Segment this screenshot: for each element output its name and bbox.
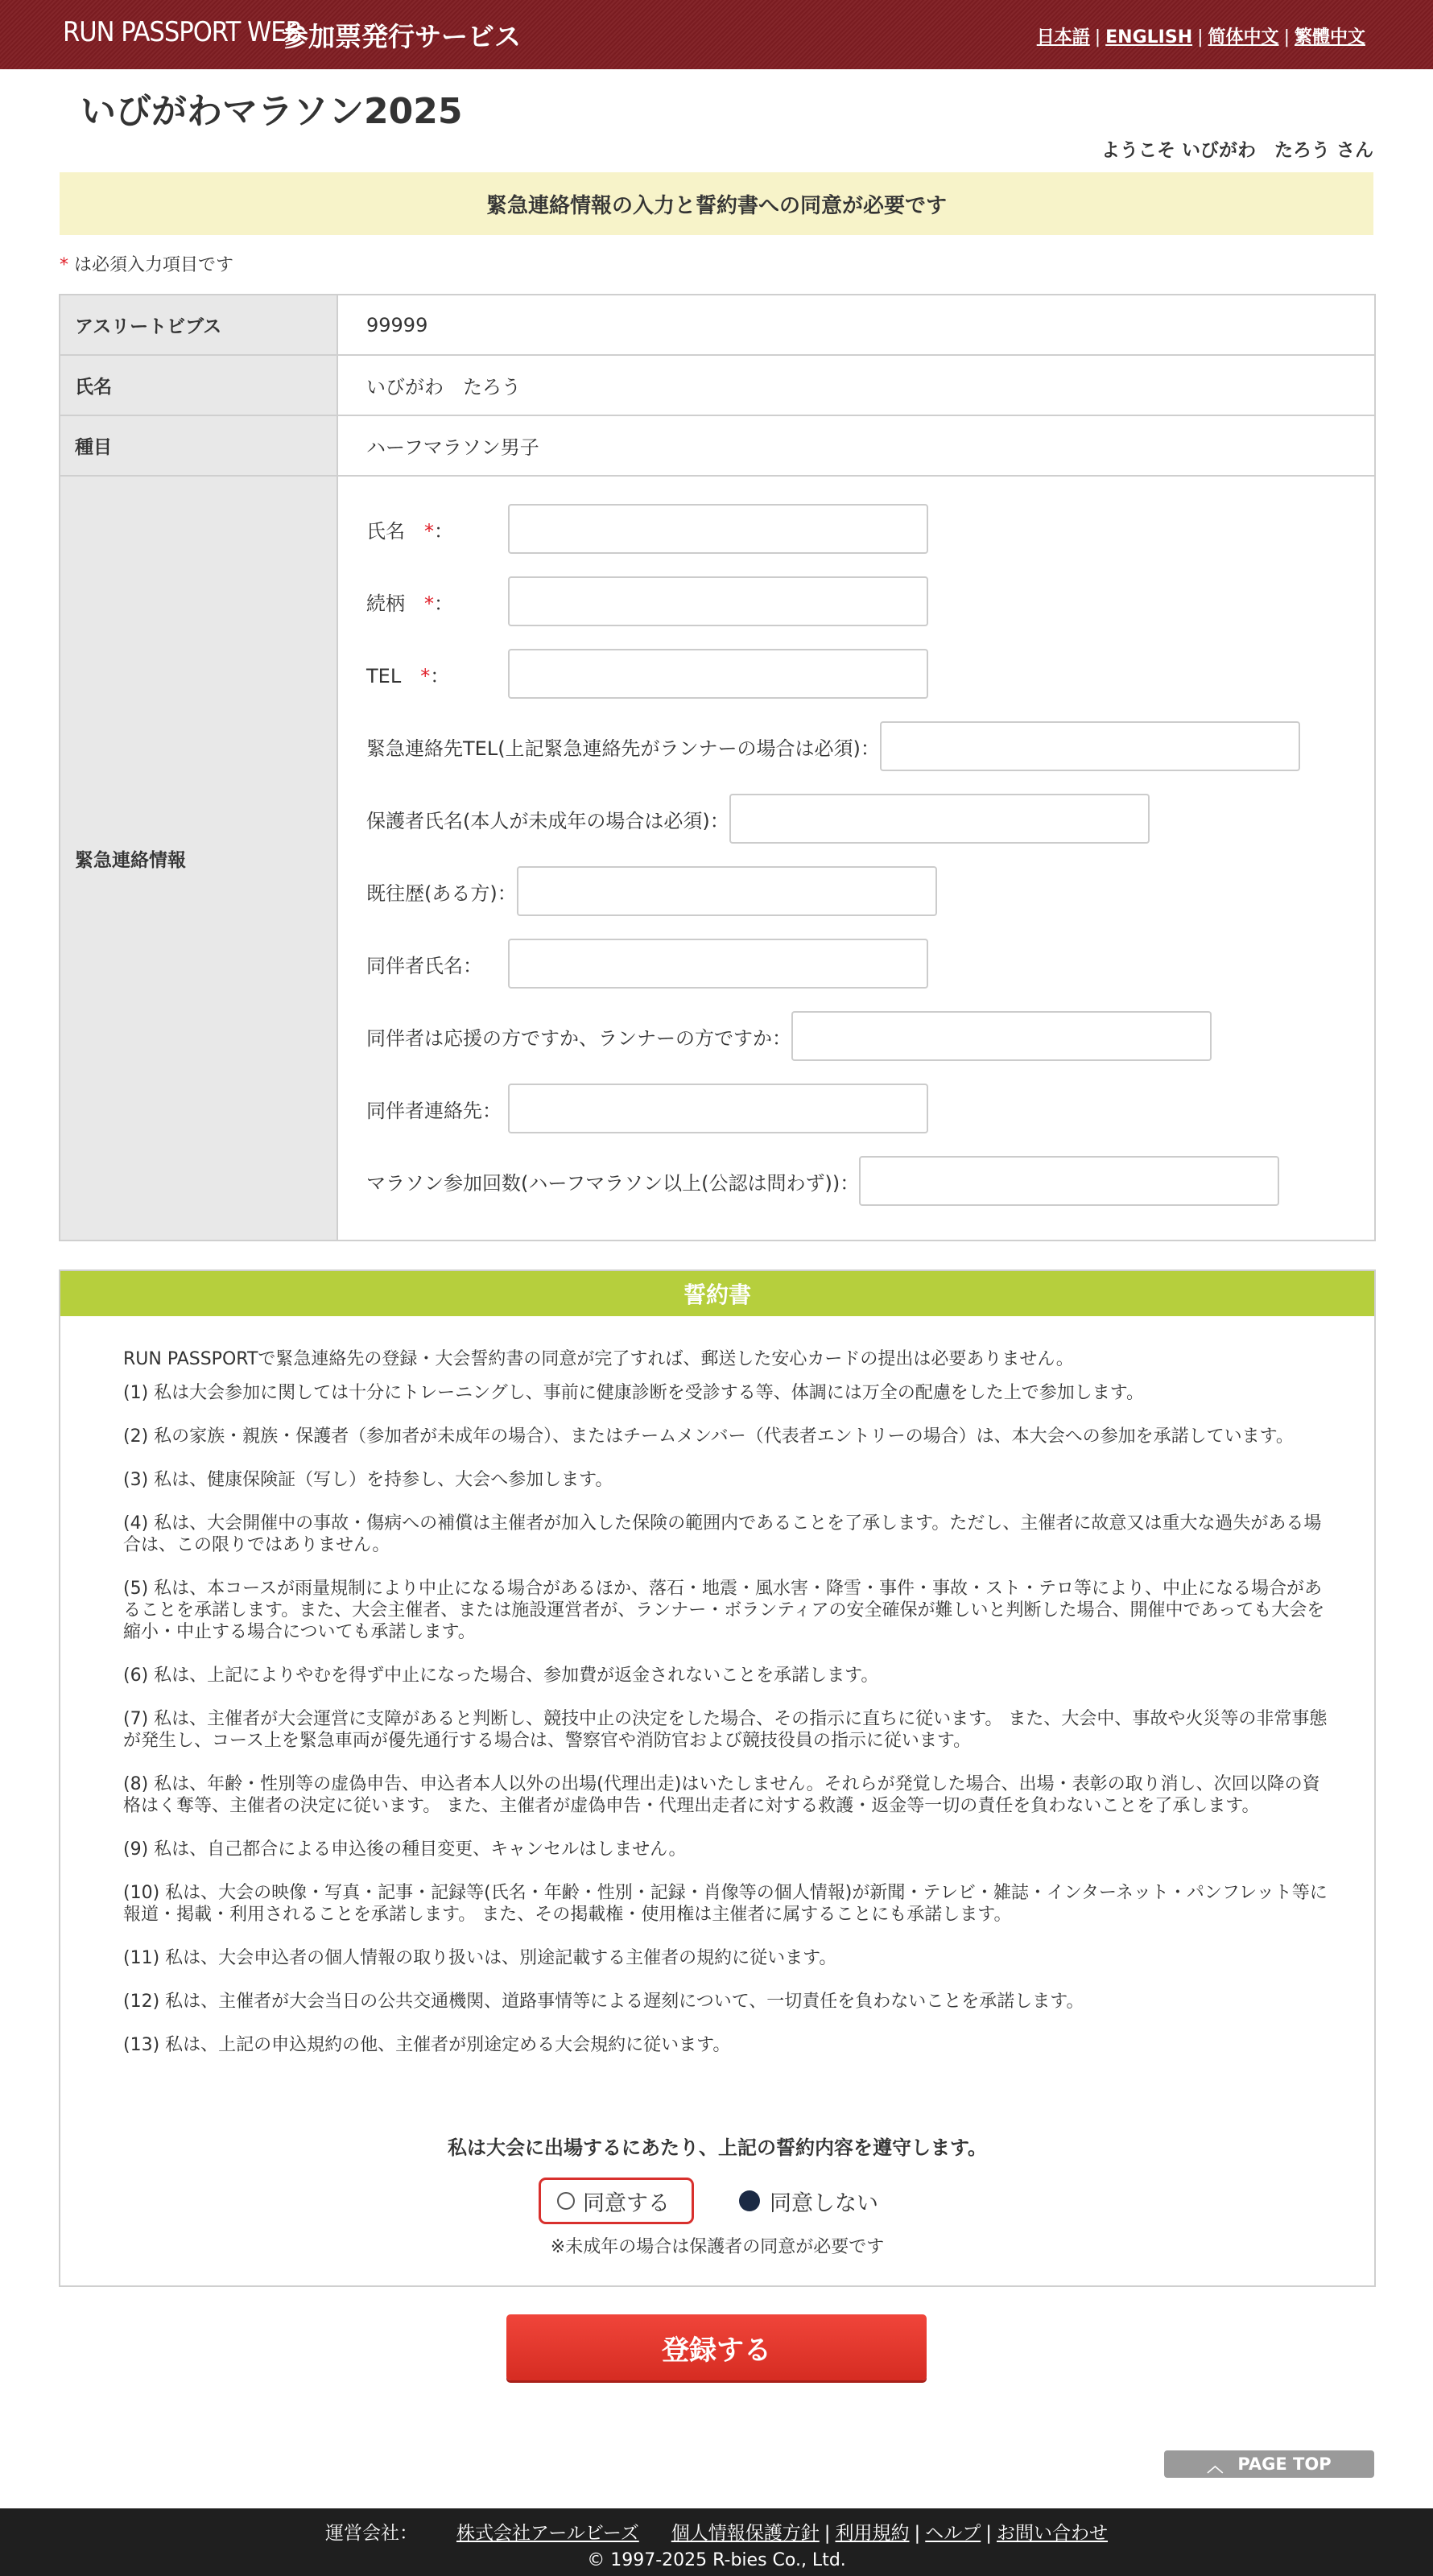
marathon-count-input[interactable] [859,1156,1279,1206]
lang-simplified-chinese-link[interactable]: 简体中文 [1208,27,1279,47]
minor-consent-note: ※未成年の場合は保護者の同意が必要です [550,2237,885,2257]
terms-link[interactable]: 利用規約 [835,2523,910,2544]
pledge-section [59,1269,1376,2287]
emergency-tel-input[interactable] [880,721,1300,771]
pledge-items [123,1382,1331,2078]
required-note-text: は必須入力項目です [68,255,233,275]
guardian-name-input[interactable] [729,794,1150,844]
pledge-item: (8) 私は、年齢・性別等の虚偽申告、申込者本人以外の出場(代理出走)はいたしません。それらが発覚した場合、出場・表彰の取り消し、次回以降の資格はく奪等、主催者の決定に従います。 また、主催者が虚偽申告・代理出走者に対する救護・返金等一切の責任を負わないことを了承します。 [123,1774,1320,1816]
footer-links: 運営会社： 株式会社アールビーズ 個人情報保護方針 | 利用規約 | ヘルプ | お問い合わせ [324,2523,1109,2544]
entry-info-table [59,294,1376,1241]
radio-checked-icon [739,2190,760,2211]
required-note [60,251,233,276]
pledge-question: 私は大会に出場するにあたり、上記の誓約内容を遵守します。 [447,2136,988,2159]
companion-contact-label: 同伴者連絡先 [366,1099,482,1122]
relationship-row: 続柄 *： [366,576,928,626]
table-row [60,416,1374,477]
pledge-item: (5) 私は、本コースが雨量規制により中止になる場合があるほか、落石・地震・風水害・降雪・事件・事故・スト・テロ等により、中止になる場合があることを承諾します。また、大会主催者、または施設運営者が、ランナー・ボランティアの安全確保が難しいと判断した場合、開催中であっても大会を縮小・中止する場合についても承諾します。 [123,1579,1325,1642]
category-label: 種目 [60,416,338,475]
relationship-input[interactable] [508,576,928,626]
marathon-count-label: マラソン参加回数(ハーフマラソン以上(公認は問わず)) [366,1171,840,1195]
required-mark: * [424,592,434,615]
pledge-intro: RUN PASSPORTで緊急連絡先の登録・大会誓約書の同意が完了すれば、郵送した安心カードの提出は必要ありません。 [123,1349,1074,1369]
agree-label: 同意する [583,2190,670,2216]
pledge-item: (4) 私は、大会開催中の事故・傷病への補償は主催者が加入した保険の範囲内であることを了承します。ただし、主催者に故意又は重大な過失がある場合は、この限りではありません。 [123,1513,1322,1555]
emergency-name-label: 氏名 [366,519,405,543]
contact-link[interactable]: お問い合わせ [997,2523,1109,2544]
disagree-radio[interactable] [739,2178,878,2224]
lang-english-link[interactable]: ENGLISH [1105,27,1193,47]
required-mark: * [420,664,431,687]
companion-contact-input[interactable] [508,1084,928,1133]
emergency-name-input[interactable] [508,504,928,554]
tel-input[interactable] [508,649,928,699]
required-mark: * [424,519,434,543]
emergency-contact-label: 緊急連絡情報 [60,477,338,1240]
lang-traditional-chinese-link[interactable]: 繁體中文 [1294,27,1365,47]
privacy-policy-link[interactable]: 個人情報保護方針 [671,2523,820,2544]
notice-banner: 緊急連絡情報の入力と誓約書への同意が必要です [60,172,1373,235]
companion-name-label: 同伴者氏名 [366,954,463,977]
pledge-item: (7) 私は、主催者が大会運営に支障があると判断し、競技中止の決定をした場合、その指示に直ちに従います。 また、大会中、事故や火災等の非常事態が発生し、コース上を緊急車両が優先通行する場合は、警察官や消防官および競技役員の指示に従います。 [123,1709,1328,1751]
help-link[interactable]: ヘルプ [925,2523,981,2544]
category-value: ハーフマラソン男子 [366,436,539,459]
event-title: いびがわマラソン2025 [81,91,463,132]
companion-name-input[interactable] [508,939,928,989]
pledge-item: (13) 私は、上記の申込規約の他、主催者が別途定める大会規約に従います。 [123,2035,731,2055]
pledge-item: (3) 私は、健康保険証（写し）を持参し、大会へ参加します。 [123,1470,613,1490]
companion-type-label: 同伴者は応援の方ですか、ランナーの方ですか [366,1026,772,1050]
required-mark: * [60,255,68,275]
welcome-message: ようこそ いびがわ たろう さん [1101,140,1373,161]
pledge-item: (11) 私は、大会申込者の個人情報の取り扱いは、別途記載する主催者の規約に従います。 [123,1948,837,1968]
medical-history-label: 既往歴(ある方) [366,881,498,905]
service-name: 参加票発行サービス [282,21,521,52]
emergency-name-row: 氏名 *： [366,504,928,554]
bib-value: 99999 [366,313,428,336]
register-button[interactable]: 登録する [506,2314,927,2380]
table-row [60,356,1374,416]
pledge-item: (9) 私は、自己都合による申込後の種目変更、キャンセルはしません。 [123,1839,687,1860]
pledge-item: (10) 私は、大会の映像・写真・記事・記録等(氏名・年齢・性別・記録・肖像等の個人情報)が新聞・テレビ・雑誌・インターネット・パンフレット等に報道・掲載・利用されることを承諾します。 また、その掲載権・使用権は主催者に属することにも承諾します。 [123,1883,1328,1925]
medical-history-input[interactable] [517,866,937,916]
operator-label: 運営会社： [324,2523,418,2544]
page-top-button[interactable] [1164,2450,1374,2478]
guardian-name-row: 保護者氏名(本人が未成年の場合は必須)： [366,794,1150,844]
name-label: 氏名 [60,356,338,415]
emergency-tel-label: 緊急連絡先TEL(上記緊急連絡先がランナーの場合は必須) [366,737,861,760]
guardian-name-label: 保護者氏名(本人が未成年の場合は必須) [366,809,710,832]
table-row [60,477,1374,1240]
marathon-count-row: マラソン参加回数(ハーフマラソン以上(公認は問わず))： [366,1156,1279,1206]
medical-history-row: 既往歴(ある方)： [366,866,937,916]
emergency-tel-row: 緊急連絡先TEL(上記緊急連絡先がランナーの場合は必須)： [366,721,1300,771]
name-value: いびがわ たろう [366,376,521,398]
companion-type-input[interactable] [791,1011,1212,1061]
lang-japanese-link[interactable]: 日本語 [1036,27,1090,47]
chevron-up-icon: ︿ [1207,2455,1224,2475]
brand-logo[interactable]: RUN PASSPORT WEB [63,16,302,48]
table-row [60,295,1374,356]
companion-name-row: 同伴者氏名： [366,939,928,989]
tel-label: TEL [366,664,402,687]
disagree-label: 同意しない [770,2190,878,2216]
pledge-item: (6) 私は、上記によりやむを得ず中止になった場合、参加費が返金されないことを承諾します。 [123,1666,879,1686]
tel-row: TEL *： [366,649,928,699]
site-footer [0,2508,1433,2576]
company-link[interactable]: 株式会社アールビーズ [456,2523,639,2544]
site-header [0,0,1433,69]
bib-label: アスリートビブス [60,295,338,354]
pledge-title: 誓約書 [60,1271,1374,1316]
page-top-label: PAGE TOP [1237,2454,1332,2474]
relationship-label: 続柄 [366,592,405,615]
pledge-item: (1) 私は大会参加に関しては十分にトレーニングし、事前に健康診断を受診する等、体調には万全の配慮をした上で参加します。 [123,1383,1144,1403]
agree-radio[interactable] [539,2178,694,2224]
companion-type-row: 同伴者は応援の方ですか、ランナーの方ですか： [366,1011,1212,1061]
emergency-contact-form [338,477,1374,1240]
radio-unchecked-icon [557,2192,575,2210]
pledge-item: (12) 私は、主催者が大会当日の公共交通機関、道路事情等による遅刻について、一切責任を負わないことを承諾します。 [123,1992,1084,2012]
companion-contact-row: 同伴者連絡先： [366,1084,928,1133]
language-switcher: 日本語 | ENGLISH | 简体中文 | 繁體中文 [1036,27,1365,47]
pledge-item: (2) 私の家族・親族・保護者（参加者が未成年の場合）、またはチームメンバー（代表者エントリーの場合）は、本大会への参加を承諾しています。 [123,1426,1294,1447]
copyright: © 1997-2025 R-bies Co., Ltd. [587,2550,846,2570]
